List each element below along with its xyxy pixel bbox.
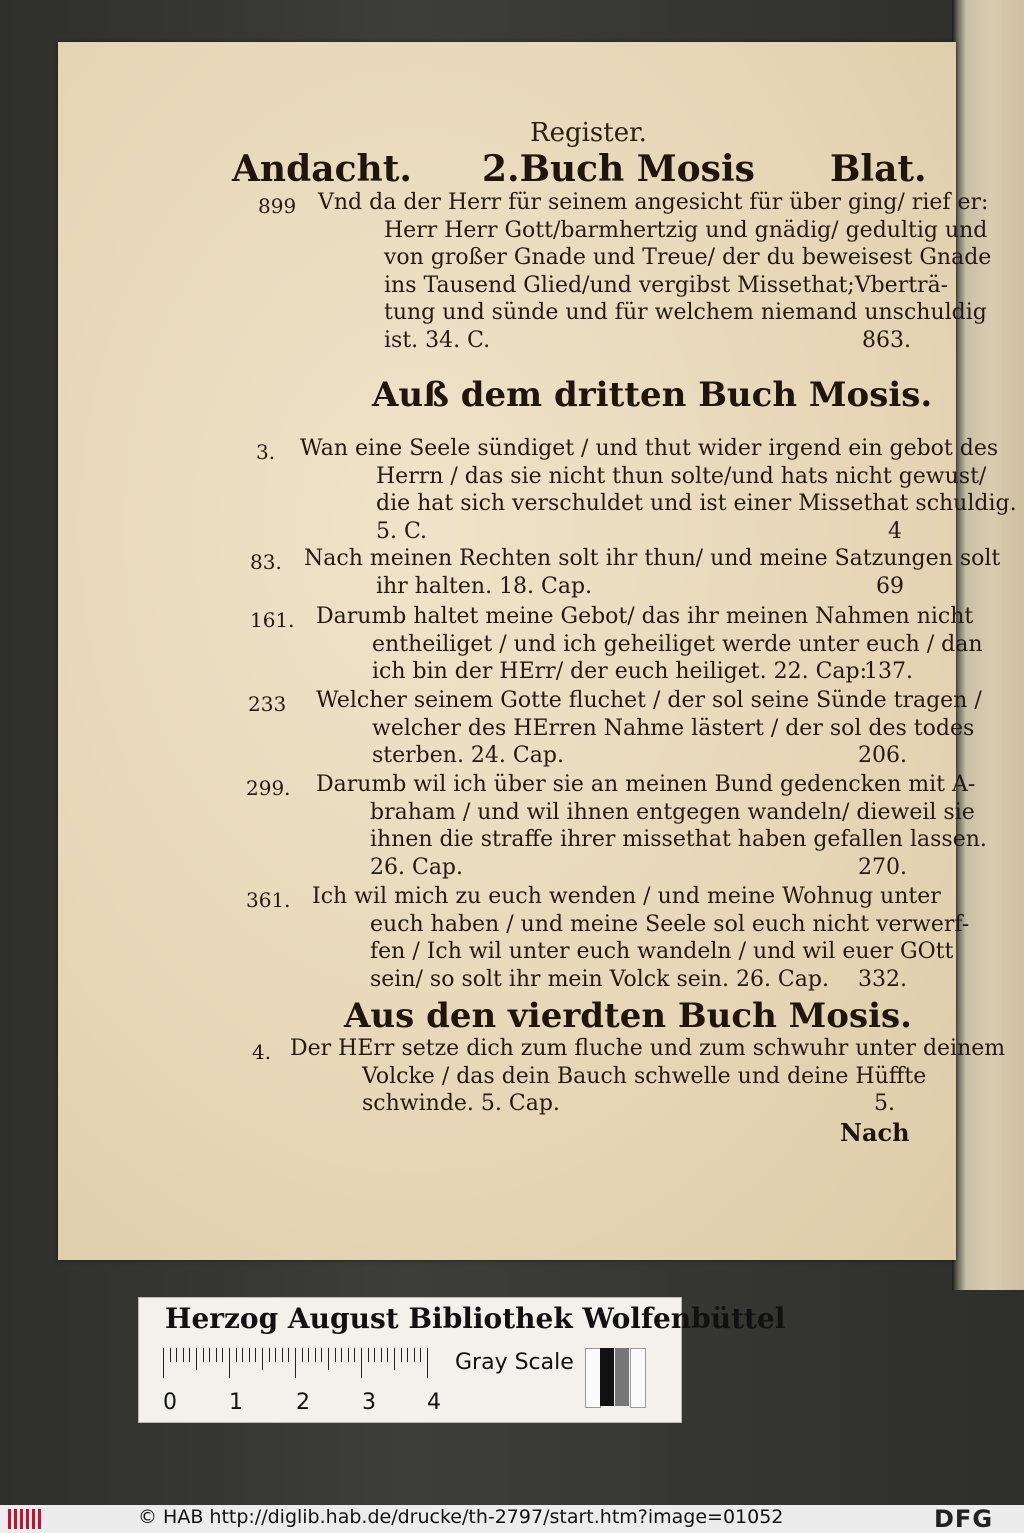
entry-line: euch haben / und meine Seele sol euch nicht verwerf- [370,911,970,937]
entry-page-ref: 270. [858,854,907,880]
entry-line: fen / Ich wil unter euch wandeln / und wil euer GOtt [370,939,954,964]
ruler-tick [420,1348,421,1362]
entry-page-ref: 332. [858,966,907,992]
ruler-tick [387,1348,388,1362]
entry-line: ihnen die straffe ihrer missethat haben gefallen lassen. [370,827,987,852]
entry-line: die hat sich verschuldet und ist einer Missethat schuldig. [376,491,1017,516]
gray-swatch-gray [615,1348,629,1406]
ruler-tick [354,1348,355,1362]
entry-page-ref: 863. [862,327,911,353]
entry-line: 26. Cap. [370,854,464,880]
entry-line: Herrn / das sie nicht thun solte/und hats nicht gewust/ [376,463,987,489]
entry-line: ihr halten. 18. Cap. [376,573,593,599]
ruler-tick [427,1348,428,1378]
entry-page-ref: 206. [858,743,907,768]
catchword: Nach [840,1118,910,1147]
ruler-tick [189,1348,190,1362]
entry-number: 3. [256,440,276,464]
column-head-center: 2.Buch Mosis [482,148,755,190]
entry-line: Nach meinen Rechten solt ihr thun/ und meine Satzungen solt [304,546,1001,571]
entry-line: Darumb haltet meine Gebot/ das ihr meinen Nahmen nicht [316,604,974,629]
gray-swatch-black [600,1348,614,1406]
ruler-number: 2 [296,1390,310,1415]
dfg-logo: DFG [934,1505,994,1533]
section-heading: Aus den vierdten Buch Mosis. [344,996,912,1036]
ruler-tick [361,1348,362,1378]
ruler-tick [262,1348,263,1370]
ruler-tick [255,1348,256,1362]
ruler-number: 4 [427,1390,441,1415]
entry-number: 361. [246,888,291,912]
ruler-tick [229,1348,230,1378]
entry-line: Darumb wil ich über sie an meinen Bund gedencken mit A- [316,772,976,797]
ruler-tick [222,1348,223,1362]
ruler-tick [196,1348,197,1370]
entry-page-ref: 69 [876,573,904,599]
entry-page-ref: 137. [864,659,913,684]
ruler-tick [249,1348,250,1362]
gray-swatch-white [585,1348,601,1408]
entry-number: 83. [250,550,282,574]
ruler-tick [321,1348,322,1362]
ruler-tick [203,1348,204,1362]
ruler-tick [414,1348,415,1362]
entry-line: ich bin der HErr/ der euch heiliget. 22. Cap: [372,659,868,684]
entry-line: tung und sünde und für welchem niemand unschuldig [384,300,987,325]
page-header: Register. [530,118,647,148]
column-head-right: Blat. [830,148,927,190]
ruler-tick [236,1348,237,1362]
ruler-number: 1 [229,1390,243,1415]
entry-line: Herr Herr Gott/barmhertzig und gnädig/ gedultig und [384,217,988,243]
ruler-tick [275,1348,276,1362]
entry-line: braham / und wil ihnen entgegen wandeln/ dieweil sie [370,799,975,825]
entry-line: Vnd da der Herr für seinem angesicht für über ging/ rief er: [318,190,989,215]
footer-bar [0,1505,1024,1533]
ruler-tick [176,1348,177,1362]
entry-line: ins Tausend Glied/und vergibst Missethat;Vberträ- [384,272,949,298]
entry-line: 5. C. [376,518,428,544]
ruler-tick [295,1348,296,1378]
ruler-tick [341,1348,342,1362]
ruler-tick [368,1348,369,1362]
ruler-tick [170,1348,171,1362]
ruler-tick [374,1348,375,1362]
entry-line: sterben. 24. Cap. [372,743,564,768]
ruler-tick [394,1348,395,1370]
entry-number: 161. [250,608,295,632]
ruler-tick [328,1348,329,1370]
ruler-tick [302,1348,303,1362]
section-heading: Auß dem dritten Buch Mosis. [372,375,933,415]
entry-line: Volcke / das dein Bauch schwelle und deine Hüffte [362,1063,927,1089]
ruler-tick [163,1348,164,1378]
entry-line: sein/ so solt ihr mein Volck sein. 26. Cap. [370,966,829,992]
ruler-tick [209,1348,210,1362]
entry-line: Ich wil mich zu euch wenden / und meine Wohnug unter [312,884,941,909]
entry-number: 233 [248,692,287,716]
entry-number: 899 [258,194,297,218]
ruler-tick [401,1348,402,1362]
ruler-tick [183,1348,184,1362]
entry-line: ist. 34. C. [384,327,491,353]
color-calibration-card [138,1297,786,1423]
ruler-tick [348,1348,349,1362]
ruler-tick [315,1348,316,1362]
entry-page-ref: 5. [874,1091,895,1116]
ruler-tick [216,1348,217,1362]
entry-number: 299. [246,776,291,800]
gray-scale-label: Gray Scale [455,1350,574,1375]
ruler-tick [308,1348,309,1362]
footer-copyright-link[interactable]: © HAB http://diglib.hab.de/drucke/th-2797/start.htm?image=01052 [138,1506,784,1528]
ruler-number: 0 [163,1390,177,1415]
ruler [163,1348,433,1378]
gray-swatch-white [630,1348,646,1408]
barcode-logo-icon [8,1509,42,1529]
entry-line: Der HErr setze dich zum fluche und zum schwuhr unter deinem [290,1036,1006,1061]
ruler-tick [269,1348,270,1362]
entry-page-ref: 4 [888,518,902,544]
ruler-number: 3 [362,1390,376,1415]
ruler-tick [381,1348,382,1362]
library-name: Herzog August Bibliothek Wolfenbüttel [165,1302,786,1335]
ruler-tick [335,1348,336,1362]
entry-line: Wan eine Seele sündiget / und thut wider irgend ein gebot des [300,436,999,461]
entry-line: welcher des HErren Nahme lästert / der sol des todes [372,715,975,741]
entry-line: von großer Gnade und Treue/ der du beweisest Gnade [384,245,992,270]
entry-line: schwinde. 5. Cap. [362,1091,560,1116]
entry-line: Welcher seinem Gotte fluchet / der sol seine Sünde tragen / [316,688,982,713]
column-head-left: Andacht. [232,148,412,190]
ruler-tick [242,1348,243,1362]
ruler-tick [288,1348,289,1362]
ruler-tick [282,1348,283,1362]
entry-number: 4. [252,1040,272,1064]
entry-line: entheiliget / und ich geheiliget werde unter euch / dan [372,631,983,657]
ruler-tick [407,1348,408,1362]
